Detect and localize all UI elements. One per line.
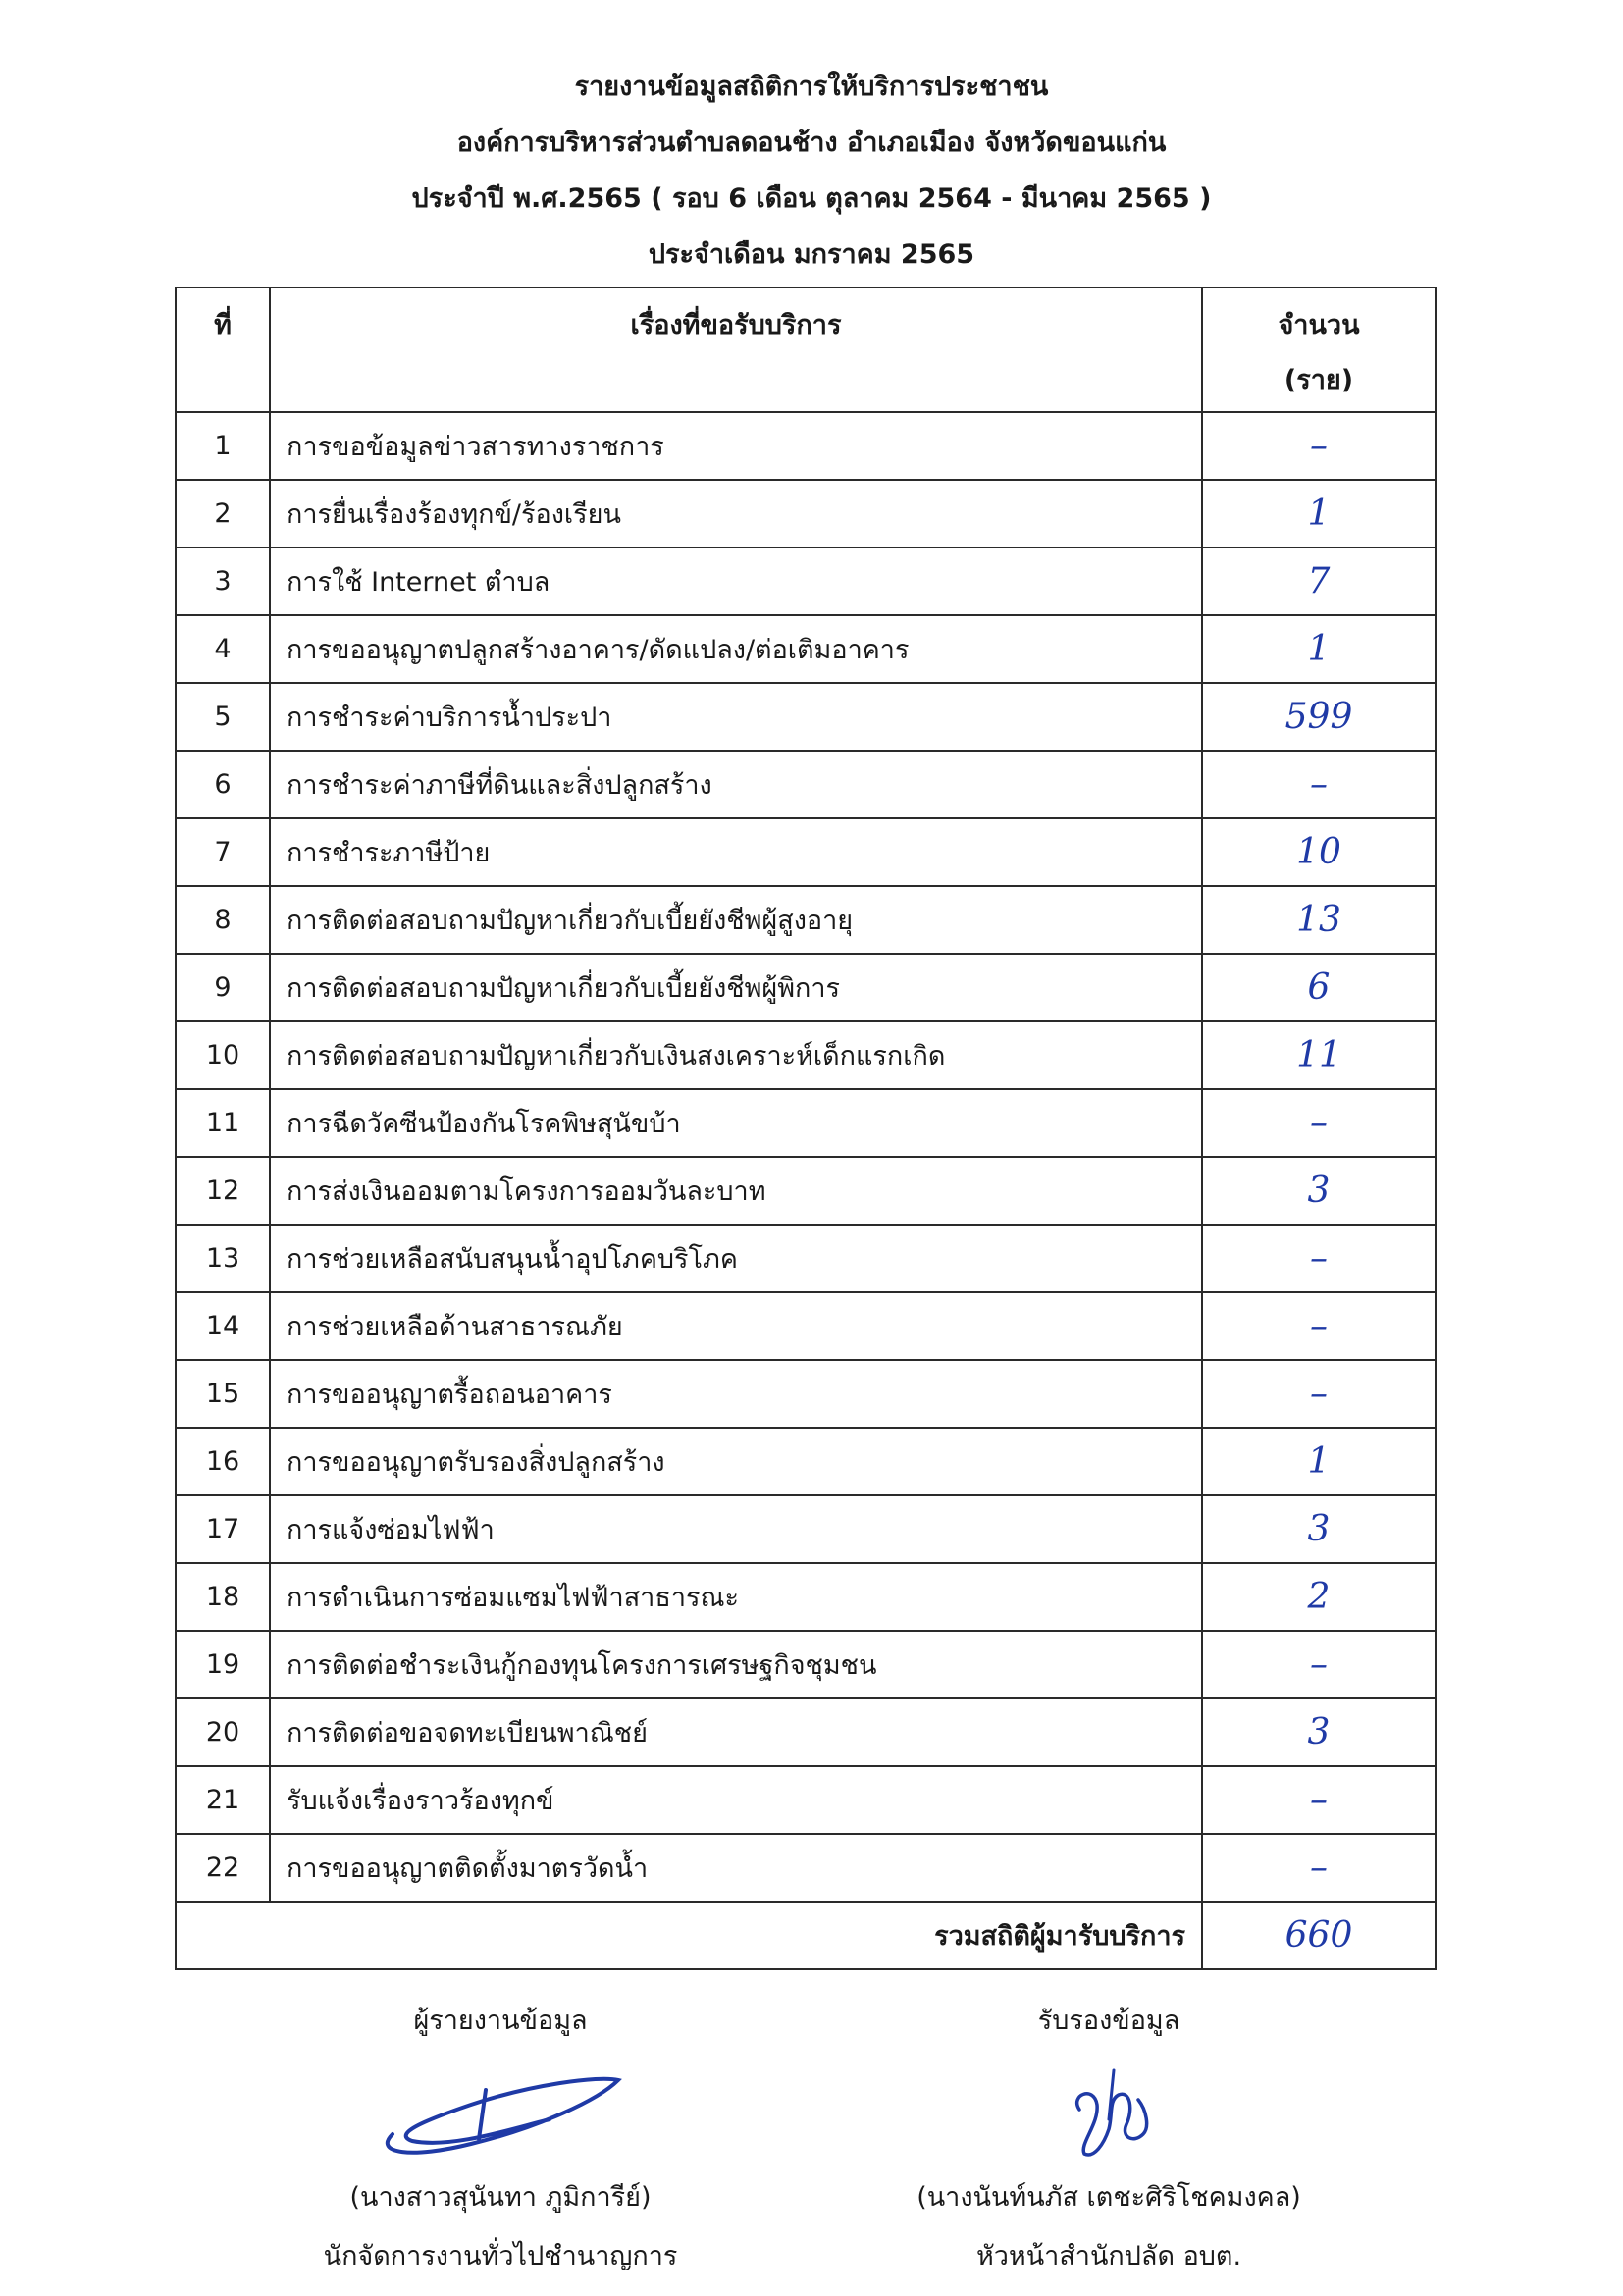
row-count: –: [1202, 1225, 1436, 1292]
row-count: 2: [1202, 1563, 1436, 1631]
row-topic: การช่วยเหลือด้านสาธารณภัย: [270, 1292, 1202, 1360]
row-count: 10: [1202, 818, 1436, 886]
table-row: [176, 886, 1436, 954]
row-topic: การติดต่อชำระเงินกู้กองทุนโครงการเศรษฐกิจชุมชน: [270, 1631, 1202, 1698]
row-count: 3: [1202, 1157, 1436, 1225]
organization-name: องค์การบริหารส่วนตำบลดอนช้าง อำเภอเมือง จังหวัดขอนแก่น: [456, 128, 1167, 158]
row-topic: การชำระค่าภาษีที่ดินและสิ่งปลูกสร้าง: [270, 751, 1202, 818]
table-row: [176, 615, 1436, 683]
row-count: –: [1202, 1089, 1436, 1157]
row-topic: การชำระค่าบริการน้ำประปา: [270, 683, 1202, 751]
column-header-unit: (ราย): [1283, 365, 1354, 395]
table-row: [176, 818, 1436, 886]
table-row: [176, 1225, 1436, 1292]
row-count: 1: [1202, 480, 1436, 548]
total-row: [176, 1902, 1436, 1969]
row-topic: การฉีดวัคซีนป้องกันโรคพิษสุนัขบ้า: [270, 1089, 1202, 1157]
row-number: 20: [176, 1698, 270, 1766]
total-label: รวมสถิติผู้มารับบริการ: [176, 1902, 1202, 1969]
report-header: [0, 59, 1623, 283]
row-number: 11: [176, 1089, 270, 1157]
row-topic: การติดต่อสอบถามปัญหาเกี่ยวกับเบี้ยยังชีพผู้พิการ: [270, 954, 1202, 1021]
row-number: 18: [176, 1563, 270, 1631]
table-row: [176, 954, 1436, 1021]
table-row: [176, 1360, 1436, 1428]
row-count: –: [1202, 751, 1436, 818]
row-count: 13: [1202, 886, 1436, 954]
table-row: [176, 1089, 1436, 1157]
table-row: [176, 1292, 1436, 1360]
row-topic: การชำระภาษีป้าย: [270, 818, 1202, 886]
row-number: 12: [176, 1157, 270, 1225]
certifier-role: รับรองข้อมูล: [1037, 2006, 1180, 2036]
row-topic: รับแจ้งเรื่องราวร้องทุกข์: [270, 1766, 1202, 1834]
row-topic: การขอข้อมูลข่าวสารทางราชการ: [270, 412, 1202, 480]
reporter-signature-mark: [294, 2051, 707, 2168]
row-number: 13: [176, 1225, 270, 1292]
table-row: [176, 683, 1436, 751]
table-row: [176, 751, 1436, 818]
column-header-count: [1202, 287, 1436, 412]
reporter-signature-block: [294, 1992, 707, 2286]
table-row: [176, 1631, 1436, 1698]
column-header-count-label: จำนวน: [1278, 310, 1360, 340]
row-number: 5: [176, 683, 270, 751]
table-row: [176, 480, 1436, 548]
reporter-name: (นางสาวสุนันทา ภูมิการีย์): [349, 2182, 652, 2213]
certifier-name: (นางนันท์นภัส เตชะศิริโชคมงคล): [916, 2182, 1301, 2213]
row-count: 11: [1202, 1021, 1436, 1089]
row-count: –: [1202, 1834, 1436, 1902]
row-number: 17: [176, 1495, 270, 1563]
row-number: 3: [176, 548, 270, 615]
row-count: –: [1202, 1360, 1436, 1428]
row-count: 3: [1202, 1698, 1436, 1766]
row-number: 6: [176, 751, 270, 818]
report-title: รายงานข้อมูลสถิติการให้บริการประชาชน: [574, 72, 1049, 102]
row-number: 7: [176, 818, 270, 886]
row-count: –: [1202, 1631, 1436, 1698]
row-number: 2: [176, 480, 270, 548]
total-value: 660: [1202, 1902, 1436, 1969]
column-header-topic: เรื่องที่ขอรับบริการ: [270, 287, 1202, 412]
table-row: [176, 548, 1436, 615]
table-row: [176, 1495, 1436, 1563]
row-topic: การขออนุญาตติดตั้งมาตรวัดน้ำ: [270, 1834, 1202, 1902]
row-topic: การช่วยเหลือสนับสนุนน้ำอุปโภคบริโภค: [270, 1225, 1202, 1292]
table-row: [176, 1563, 1436, 1631]
table-row: [176, 412, 1436, 480]
row-number: 16: [176, 1428, 270, 1495]
table-row: [176, 1766, 1436, 1834]
reporter-position: นักจัดการงานทั่วไปชำนาญการ: [323, 2241, 678, 2271]
certifier-signature-mark: [883, 2051, 1335, 2168]
row-number: 22: [176, 1834, 270, 1902]
row-topic: การส่งเงินออมตามโครงการออมวันละบาท: [270, 1157, 1202, 1225]
table-row: [176, 1428, 1436, 1495]
row-number: 8: [176, 886, 270, 954]
row-count: –: [1202, 412, 1436, 480]
row-topic: การยื่นเรื่องร้องทุกข์/ร้องเรียน: [270, 480, 1202, 548]
row-topic: การใช้ Internet ตำบล: [270, 548, 1202, 615]
table-row: [176, 1698, 1436, 1766]
row-count: 3: [1202, 1495, 1436, 1563]
certifier-position: หัวหน้าสำนักปลัด อบต.: [975, 2241, 1242, 2271]
row-count: 7: [1202, 548, 1436, 615]
row-topic: การติดต่อขอจดทะเบียนพาณิชย์: [270, 1698, 1202, 1766]
row-topic: การติดต่อสอบถามปัญหาเกี่ยวกับเงินสงเคราะห์เด็กแรกเกิด: [270, 1021, 1202, 1089]
reporter-role: ผู้รายงานข้อมูล: [413, 2006, 588, 2036]
row-topic: การแจ้งซ่อมไฟฟ้า: [270, 1495, 1202, 1563]
row-number: 21: [176, 1766, 270, 1834]
row-topic: การขออนุญาตปลูกสร้างอาคาร/ดัดแปลง/ต่อเติมอาคาร: [270, 615, 1202, 683]
row-count: 599: [1202, 683, 1436, 751]
row-number: 10: [176, 1021, 270, 1089]
row-count: 6: [1202, 954, 1436, 1021]
table-row: [176, 1834, 1436, 1902]
report-month: ประจำเดือน มกราคม 2565: [648, 239, 975, 270]
row-topic: การติดต่อสอบถามปัญหาเกี่ยวกับเบี้ยยังชีพผู้สูงอายุ: [270, 886, 1202, 954]
row-count: 1: [1202, 1428, 1436, 1495]
table-row: [176, 1157, 1436, 1225]
row-number: 15: [176, 1360, 270, 1428]
handwritten-signature-icon: [1040, 2051, 1178, 2168]
row-number: 19: [176, 1631, 270, 1698]
row-topic: การดำเนินการซ่อมแซมไฟฟ้าสาธารณะ: [270, 1563, 1202, 1631]
table-row: [176, 1021, 1436, 1089]
handwritten-signature-icon: [353, 2051, 648, 2168]
row-number: 14: [176, 1292, 270, 1360]
row-number: 1: [176, 412, 270, 480]
row-count: –: [1202, 1292, 1436, 1360]
row-number: 9: [176, 954, 270, 1021]
certifier-signature-block: [883, 1992, 1335, 2286]
row-number: 4: [176, 615, 270, 683]
table-header-row: [176, 287, 1436, 412]
statistics-table: [175, 287, 1437, 1970]
row-count: –: [1202, 1766, 1436, 1834]
row-count: 1: [1202, 615, 1436, 683]
row-topic: การขออนุญาตรื้อถอนอาคาร: [270, 1360, 1202, 1428]
row-topic: การขออนุญาตรับรองสิ่งปลูกสร้าง: [270, 1428, 1202, 1495]
column-header-no: ที่: [176, 287, 270, 412]
fiscal-period: ประจำปี พ.ศ.2565 ( รอบ 6 เดือน ตุลาคม 2564 - มีนาคม 2565 ): [411, 183, 1212, 214]
